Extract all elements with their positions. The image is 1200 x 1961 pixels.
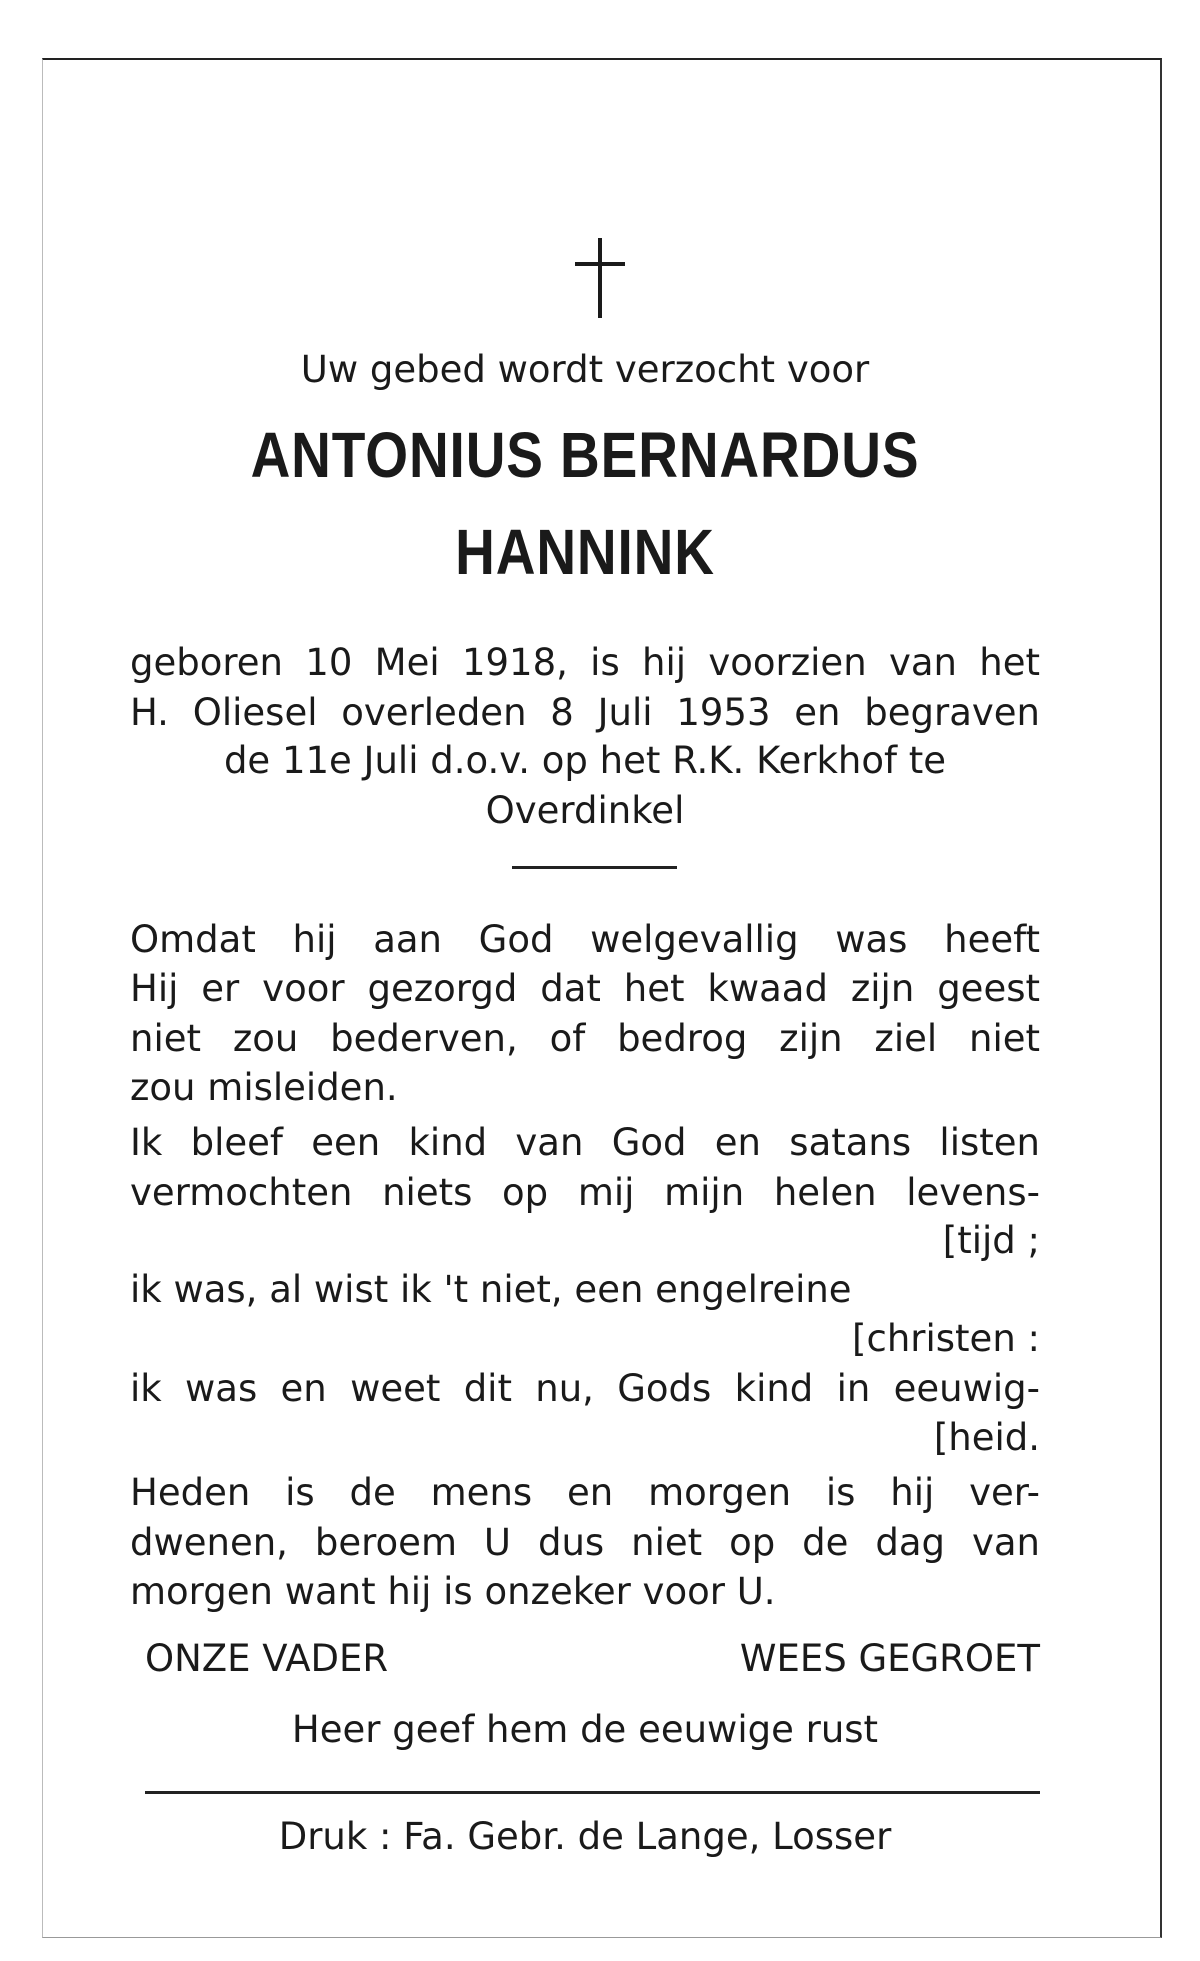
name-line-2: HANNINK (455, 516, 715, 588)
prayer-right: WEES GEGROET (739, 1637, 1040, 1680)
heading: Uw gebed wordt verzocht voor (300, 348, 870, 391)
bio-line-1: geboren 10 Mei 1918, is hij voorzien van het (130, 641, 1040, 684)
cross-icon (575, 238, 625, 318)
text-line: niet zou bederven, of bedrog zijn ziel niet (130, 1017, 1040, 1060)
text-line: dwenen, beroem U dus niet op de dag van (130, 1521, 1040, 1564)
divider-short (512, 866, 677, 869)
closing-line: Heer geef hem de eeuwige rust (291, 1708, 879, 1751)
text-line: Ik bleef een kind van God en satans listen (130, 1121, 1040, 1164)
text-line: vermochten niets op mij mijn helen levens- (130, 1171, 1040, 1214)
text-line: Heden is de mens en morgen is hij ver- (130, 1471, 1040, 1514)
text-line: ik was, al wist ik 't niet, een engelreine (130, 1268, 852, 1311)
text-line: zou misleiden. (130, 1066, 398, 1109)
printer-line: Druk : Fa. Gebr. de Lange, Losser (278, 1815, 892, 1858)
divider-long (145, 1791, 1040, 1794)
prayer-left: ONZE VADER (145, 1637, 389, 1680)
text-line: [christen : (852, 1317, 1040, 1360)
text-line: Omdat hij aan God welgevallig was heeft (130, 918, 1040, 961)
text-line: [tijd ; (942, 1219, 1040, 1262)
bio-line-3: de 11e Juli d.o.v. op het R.K. Kerkhof te (223, 739, 947, 782)
text-line: [heid. (933, 1416, 1040, 1459)
name-line-1: ANTONIUS BERNARDUS (250, 419, 920, 491)
bio-line-2: H. Oliesel overleden 8 Juli 1953 en begraven (130, 691, 1040, 734)
text-line: morgen want hij is onzeker voor U. (130, 1570, 776, 1613)
bio-line-4: Overdinkel (485, 789, 685, 832)
text-line: Hij er voor gezorgd dat het kwaad zijn geest (130, 967, 1040, 1010)
text-line: ik was en weet dit nu, Gods kind in eeuwig- (130, 1367, 1040, 1410)
